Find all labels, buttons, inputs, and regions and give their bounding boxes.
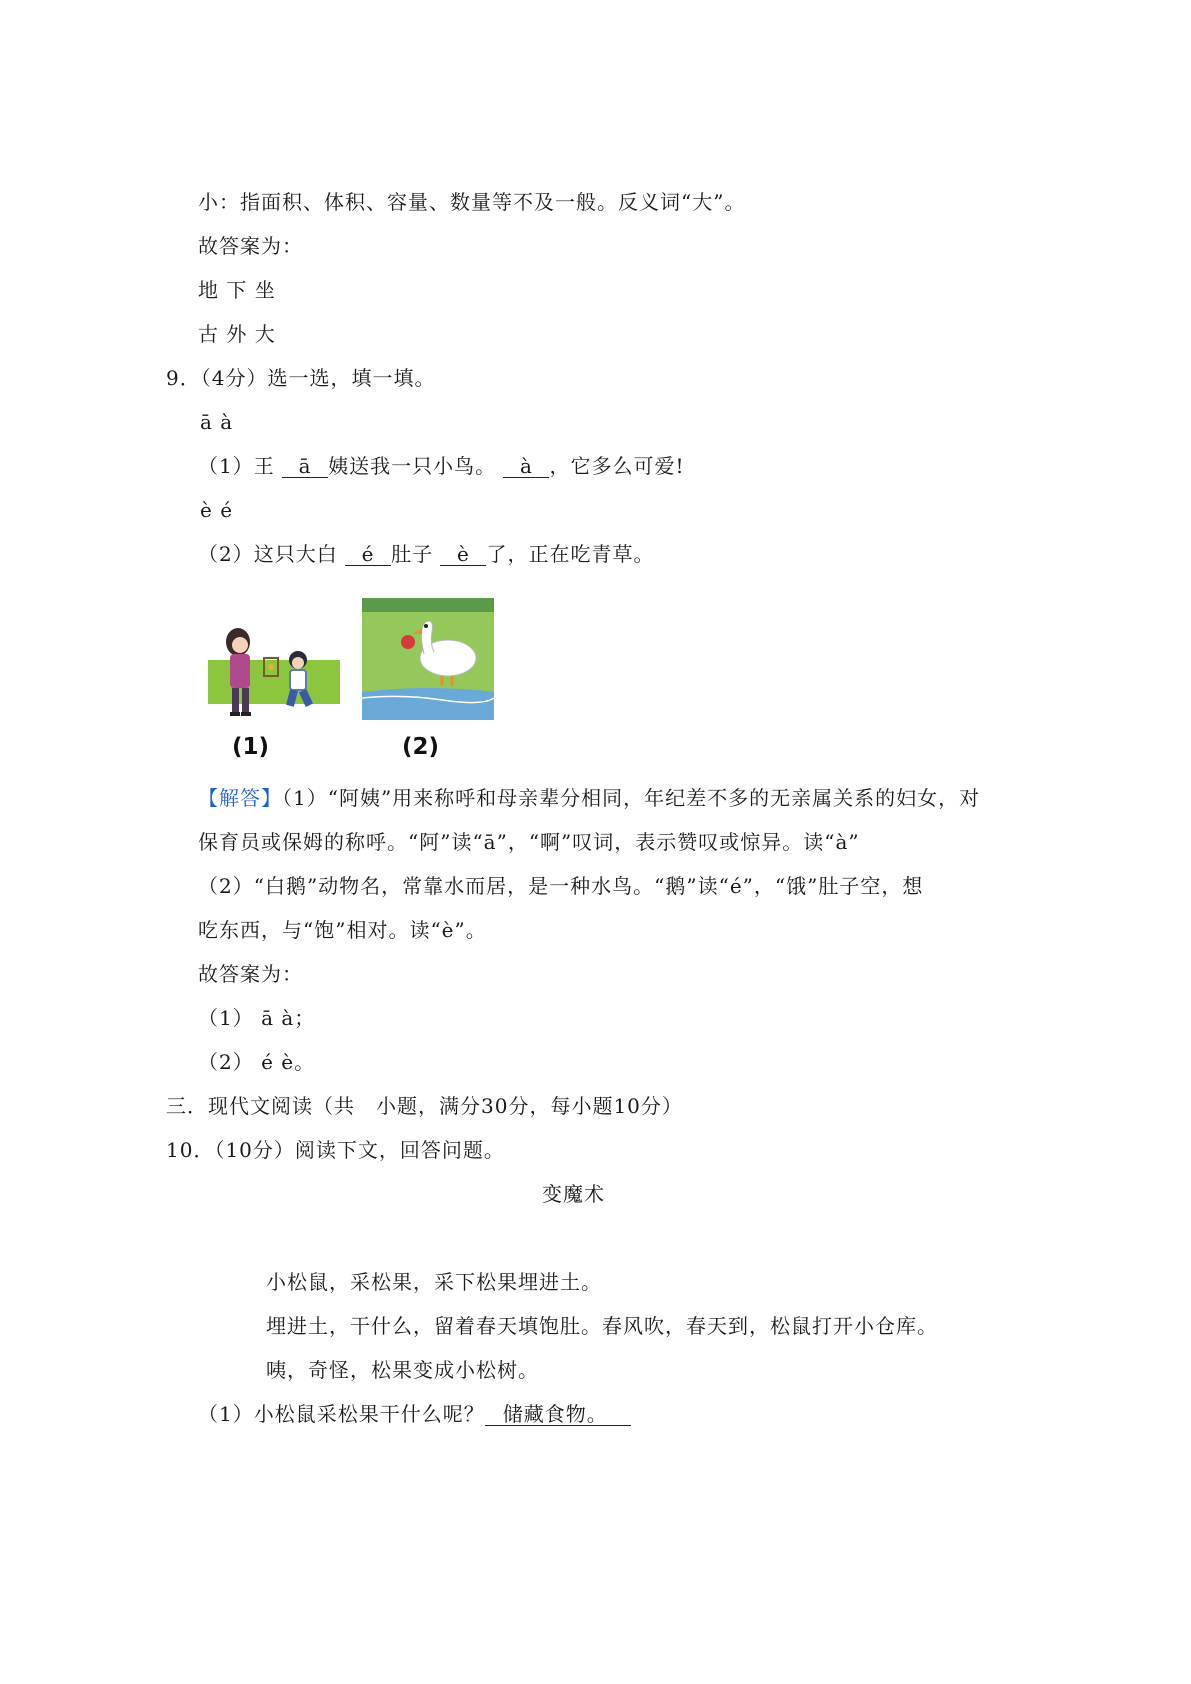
answer-blank-10-1: 储藏食物。 [485,1404,631,1426]
question-9-2: （2）这只大白 é 肚子 è 了，正在吃青草。 [198,542,655,566]
caption-2: (2) [402,734,440,760]
passage-title: 变魔术 [542,1182,605,1206]
question-10: 10．（10分）阅读下文，回答问题。 [166,1138,505,1162]
answer-tag: 【解答】 [198,786,282,810]
answer-line-small: 小：指面积、体积、容量、数量等不及一般。反义词“大”。 [198,190,746,214]
options-1: ā à [200,410,234,434]
blank-4: è [440,544,486,566]
answer-row-2: 古 外 大 [198,322,276,346]
blank-2: à [503,456,549,478]
options-2: è é [200,498,234,522]
illustration-aunt-child [208,620,340,730]
question-9: 9．（4分）选一选，填一填。 [166,366,436,390]
passage-line-3: 咦，奇怪，松果变成小松树。 [266,1358,539,1382]
illustration-goose [362,598,494,720]
passage-line-1: 小松鼠，采松果，采下松果埋进土。 [266,1270,602,1294]
blank-1: ā [282,456,328,478]
question-9-1: （1）王 ā 姨送我一只小鸟。 à ，它多么可爱! [198,454,685,478]
answer-explanation-2: 保育员或保姆的称呼。“阿”读“ā”，“啊”叹词，表示赞叹或惊异。读“à” [198,830,860,854]
answer-label: 故答案为： [198,234,303,258]
answer-explanation-4: 吃东西，与“饱”相对。读“è”。 [198,918,487,942]
caption-1: (1) [232,734,270,760]
answer-explanation-3: （2）“白鹅”动物名，常靠水而居，是一种水鸟。“鹅”读“é”，“饿”肚子空，想 [198,874,924,898]
answer-2: （2） é è。 [198,1050,316,1074]
answer-label-2: 故答案为： [198,962,303,986]
answer-explanation-1: 【解答】（1）“阿姨”用来称呼和母亲辈分相同，年纪差不多的无亲属关系的妇女，对 [198,786,981,810]
question-10-1: （1）小松鼠采松果干什么呢？ 储藏食物。 [198,1402,631,1426]
answer-row-1: 地 下 坐 [198,278,276,302]
blank-3: é [345,544,391,566]
answer-1: （1） ā à； [198,1006,316,1030]
passage-line-2: 埋进土，干什么，留着春天填饱肚。春风吹，春天到，松鼠打开小仓库。 [266,1314,938,1338]
section-3-heading: 三．现代文阅读（共 小题，满分30分，每小题10分） [166,1094,683,1118]
